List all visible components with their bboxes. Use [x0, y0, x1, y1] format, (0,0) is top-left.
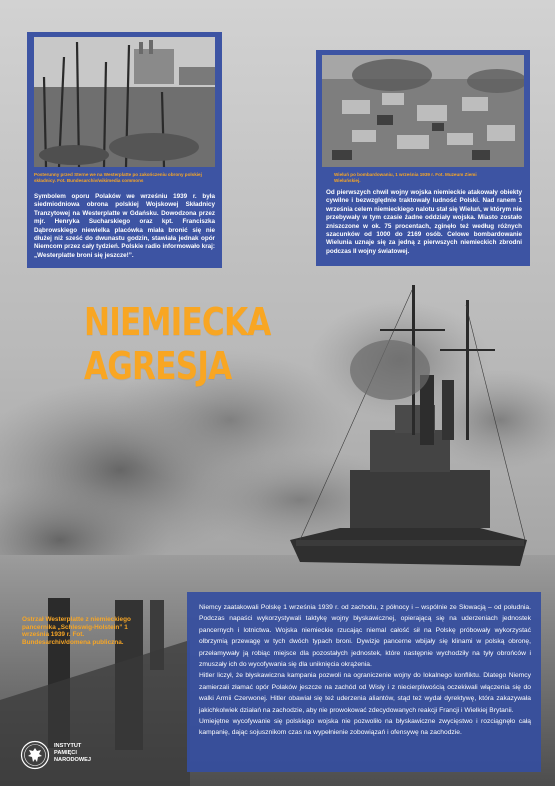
- invasion-text-panel: [187, 592, 541, 772]
- logo-line-1: INSTYTUT: [54, 743, 82, 749]
- wielun-photo-caption: Wieluń po bombardowaniu, 1 września 1939 r. Fot. Muzeum Ziemi Wieluńskiej.: [334, 172, 477, 183]
- westerplatte-photo-caption: Posterunny przed Sterne we na Westerplatte po zakończeniu obrony polskiej składnicy. Fot. Bundesarchiv/wikimedia commons: [34, 172, 202, 183]
- invasion-paragraph-2: Hitler liczył, że błyskawiczna kampania pozwoli na ograniczenie wojny do lokalnego konfliktu. Dlatego Niemcy zamierzali złamać opór Polaków jeszcze na zachód od Wisły i z niecierpliwością oczekiwali włączenia się do walki Armii Czerwonej. Hitler obawiał się też uderzenia aliantów, stąd też wydał dyrektywę, która zakazywała jakichkolwiek działań na zachodzie, aby nie prowokować zdecydowanych reakcji Francji i Wielkiej Brytanii.: [199, 672, 531, 714]
- wielun-bombing-photo: [322, 55, 524, 167]
- wielun-panel: [316, 50, 530, 266]
- invasion-paragraph-1: Niemcy zaatakowali Polskę 1 września 1939 r. od zachodu, z północy i – wspólnie ze Słowacją – od południa. Podczas napaści wykorzystywali taktykę wojny błyskawicznej, opierającą się na uderzeniach jednostek pancernych i lotnictwa. Wojska niemieckie rzucając niemal całość sił na Polskę próbowały wykorzystać olbrzymią przewagę w tych dwóch typach broni. Dywizje pancerne wbijały się klinami w polską obronę, przełamywały ją robiąc miejsce dla pozostałych jednostek, które następnie wychodziły na tyły obrońców i zmuszały ich do wycofywania się dla uniknięcia okrążenia.: [199, 604, 531, 669]
- westerplatte-text: Symbolem oporu Polaków we wrześniu 1939 r. była siedmiodniowa obrona polskiej Wojskowej Składnicy Tranzytowej na Westerplatte w Gdańsku. Dowodzona przez mjr. Henryka Sucharskiego oraz kpt. Franciszka Dąbrowskiego niewielka placówka miała bronić się nie dłużej niż sześć do dwunastu godzin, stawiała jednak opór Niemcom przez cały tydzień. Polskie radio informowało kraj: „Westerplatte broni się jeszcze!”.: [34, 193, 215, 259]
- westerplatte-ruins-photo: [34, 37, 215, 167]
- page-title: [84, 300, 271, 388]
- title-line-2: AGRESJA: [84, 344, 232, 388]
- invasion-paragraph-3: Umiejętne wycofywanie się polskiego wojska nie pozwoliło na błyskawiczne zwycięstwo i rozciągnęło całą kampanię, dając sojusznikom czas na wypełnienie zobowiązań i ofensywę na zachodzie.: [199, 718, 531, 737]
- battleship-photo-caption: Ostrzał Westerplatte z niemieckiego pancernika „Schleswig-Holstein” 1 września 1939 r. Fot. Bundesarchiv/domena publiczna.: [22, 616, 131, 646]
- ipn-logo: [20, 740, 130, 776]
- title-line-1: NIEMIECKA: [84, 300, 271, 344]
- wielun-text: Od pierwszych chwil wojny wojska niemieckie atakowały obiekty cywilne i bezwzględnie traktowały ludność Polski. Nad ranem 1 września celem niemieckiego nalotu stał się Wieluń, w którym nie przebywały w tym czasie żadne oddziały wojska. Miasto zostało zniszczone w ok. 75 procentach, zginęło też według różnych szacunków od 1000 do 2169 osób. Celowe bombardowanie Wielunia uznaje się za jedną z pierwszych niemieckich zbrodni podczas II wojny światowej.: [326, 189, 522, 255]
- logo-line-2: PAMIĘCI: [54, 750, 77, 756]
- eagle-seal-icon: [20, 740, 50, 770]
- westerplatte-panel: [27, 32, 222, 268]
- logo-line-3: NARODOWEJ: [54, 757, 91, 763]
